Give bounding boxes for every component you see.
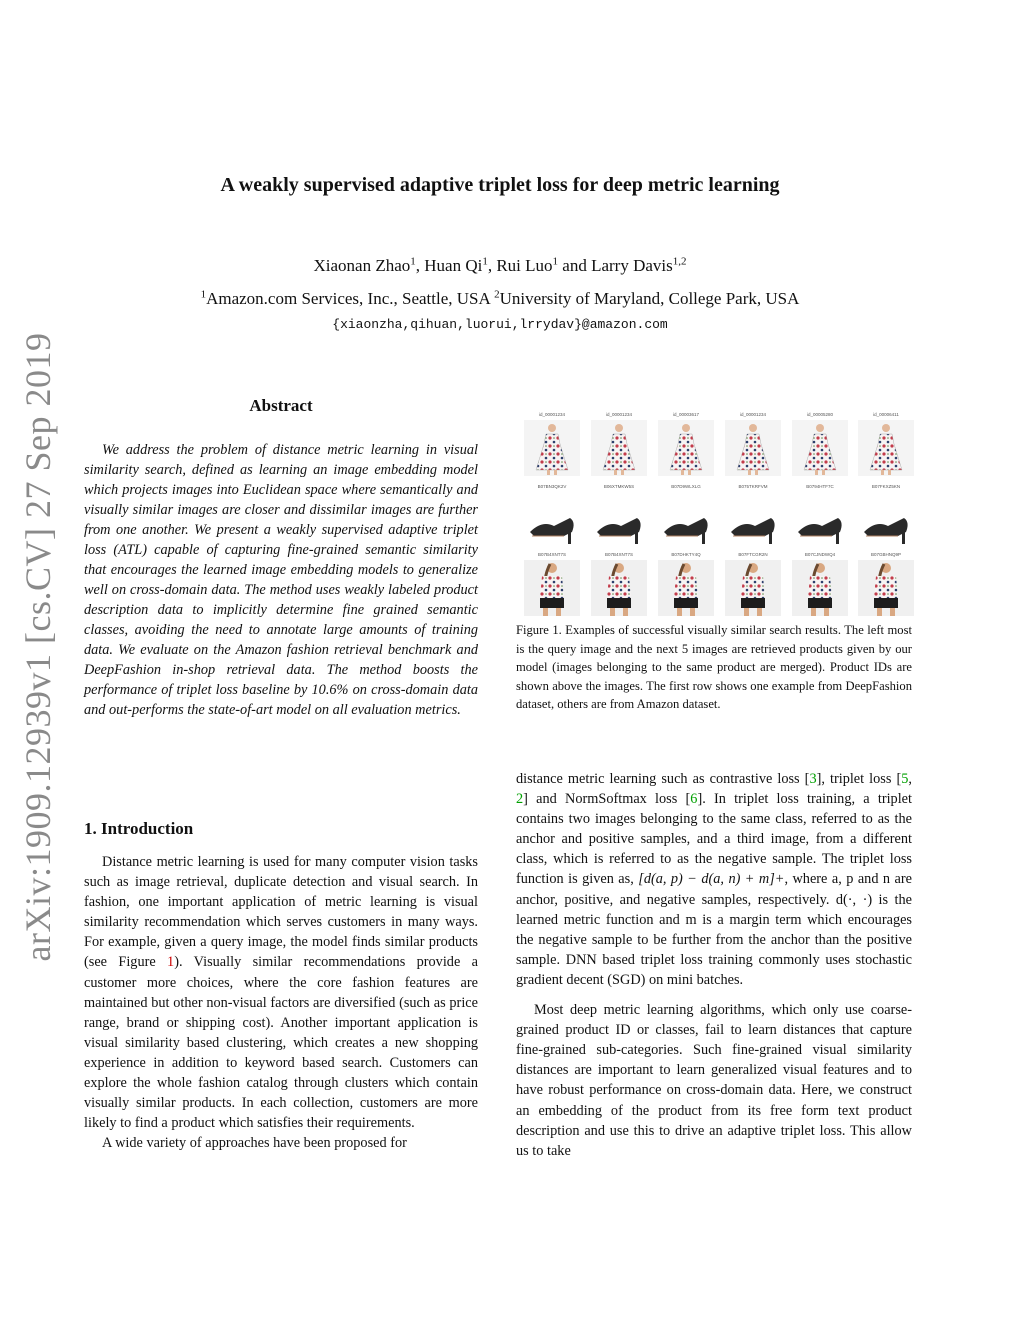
product-id-label: id_00001234 (739, 412, 767, 417)
affiliation-mark: 2 (494, 288, 500, 301)
affiliation-1: Amazon.com Services, Inc., Seattle, USA (206, 289, 495, 308)
retrieved-image (792, 484, 848, 548)
query-image (524, 552, 580, 616)
top-product-photo (658, 560, 714, 616)
body-text: , (908, 771, 912, 787)
shoe-product-photo (792, 492, 848, 548)
top-product-photo (524, 560, 580, 616)
right-column-text (516, 769, 912, 1161)
author-emails: {xiaonzha,qihuan,luorui,lrrydav}@amazon.com (332, 317, 668, 332)
dress-product-photo (658, 420, 714, 476)
product-id-label: B07CJNDWQ4 (804, 552, 836, 557)
dress-product-photo (792, 420, 848, 476)
section-heading-introduction: 1. Introduction (84, 819, 194, 838)
product-id-label: B07BN3QK2V (537, 484, 567, 489)
citation-link[interactable]: 2 (516, 791, 524, 808)
query-image (524, 412, 580, 476)
product-id-label: id_00003617 (672, 412, 700, 417)
product-id-label: id_00006411 (873, 412, 899, 417)
shoe-product-photo (858, 492, 914, 548)
figure-row (522, 484, 912, 548)
top-product-photo (725, 560, 781, 616)
dress-product-photo (725, 420, 781, 476)
figure-row (522, 552, 912, 616)
affiliation-mark: 1 (200, 288, 207, 301)
product-id-label: B07B4XNT7S (537, 552, 566, 557)
shoe-product-photo (524, 492, 580, 548)
retrieved-image (658, 484, 714, 548)
product-id-label: B07FTCGR2N (738, 552, 768, 557)
author-name: , Rui Luo (487, 256, 553, 275)
body-text: , where a, p and n are anchor, positive, and negative samples, respectively. d(·, ·) is the learned metric function and m is a margin term which encourages the negative sample to be further from the anchor than the positive sample. DNN based triplet loss training commonly uses stochastic gradient decent (SGD) on mini batches. (516, 871, 912, 988)
triplet-loss-formula: [d(a, p) − d(a, n) + m]+ (638, 871, 785, 888)
top-product-photo (792, 560, 848, 616)
affiliation-2: University of Maryland, College Park, USA (499, 289, 800, 308)
product-id-label: B07B4XNT7S (604, 552, 633, 557)
paper-title: A weakly supervised adaptive triplet loss for deep metric learning (220, 174, 780, 196)
product-id-label: B0794HTF7C (806, 484, 834, 489)
product-id-label: B07D9WLXLG (671, 484, 701, 489)
affiliations (100, 289, 900, 309)
arxiv-stamp (8, 332, 68, 962)
top-product-photo (858, 560, 914, 616)
figure-1 (522, 412, 912, 612)
product-id-label: B07FKXZ5KN (871, 484, 901, 489)
author-affiliation-mark: 1 (410, 255, 416, 268)
product-id-label: B07DHKTY4Q (671, 552, 701, 557)
citation-link[interactable]: 6 (690, 791, 698, 808)
retrieved-image (591, 412, 647, 476)
arxiv-identifier: arXiv:1909.12939v1 [cs.CV] 27 Sep 2019 (18, 332, 58, 962)
top-product-photo (591, 560, 647, 616)
body-text: ]. In triplet loss training, a triplet contains two images belonging to the same class, referred to as the anchor and positive samples, and a third image, from a different class, which is referred to as the negative sample. The triplet loss function is given as, (516, 791, 912, 888)
product-id-label: B07GBHNQ9P (870, 552, 901, 557)
intro-paragraph-1 (84, 852, 478, 1133)
retrieved-image (858, 484, 914, 548)
intro-paragraph-2: A wide variety of approaches have been proposed for (102, 1135, 407, 1152)
intro-text: Distance metric learning is used for many computer vision tasks such as image retrieval, duplicate detection and visual search. In fashion, one important application of metric learning is visual similarity recommendation which serves customers in many ways. For example, given a query image, the model finds similar products (see Figure (84, 854, 478, 971)
product-id-label: id_00001234 (538, 412, 566, 417)
author-list (100, 256, 900, 276)
author-name: Xiaonan Zhao (313, 256, 411, 275)
retrieved-image (792, 412, 848, 476)
right-paragraph-2: Most deep metric learning algorithms, which only use coarse-grained product ID or classes, fail to learn distances that capture fine-grained sub-categories. Such fine-grained visual similarity distances are important to learn generalized visual features and to have robust performance on cross-domain data. Here, we construct an embedding of the product from its free form text product description and use this to drive an adaptive triplet loss. This allow us to take (516, 1002, 912, 1159)
shoe-product-photo (591, 492, 647, 548)
retrieved-image (858, 552, 914, 616)
citation-link[interactable]: 5 (901, 771, 909, 787)
abstract-heading: Abstract (249, 396, 313, 415)
author-name: and Larry Davis (558, 256, 673, 275)
dress-product-photo (524, 420, 580, 476)
introduction-text (84, 852, 478, 1153)
retrieved-image (792, 552, 848, 616)
body-text: ] and NormSoftmax loss [ (523, 791, 691, 808)
product-id-label: B06XTMKW5S (603, 484, 635, 489)
figure-caption: Figure 1. Examples of successful visually similar search results. The left most is the query image and the next 5 images are retrieved products given by our model (images belonging to the same product are merged). Product IDs are shown above the images. The first row shows one example from DeepFashion dataset, others are from Amazon dataset. (516, 623, 912, 711)
author-affiliation-mark: 1 (552, 255, 559, 268)
product-id-label: B075TKRFVM (738, 484, 768, 489)
shoe-product-photo (658, 492, 714, 548)
abstract-paragraph: We address the problem of distance metric learning in visual similarity search, defined as learning an image embedding model which projects images into Euclidean space where semantically and visually similar images are closer and dissimilar images are further from one another. We present a weakly supervised adaptive triplet loss (ATL) capable of capturing fine-grained semantic similarity that encourages the learned image embedding models to generalize well on cross-domain data. The method uses weakly labeled product description data to implicitly determine fine grained semantic classes, avoiding the need to annotate large amounts of training data. We evaluate on the Amazon fashion retrieval benchmark and DeepFashion in-shop retrieval data. The method boosts the performance of triplet loss baseline by 10.6% on cross-domain data and out-performs the state-of-art model on all evaluation metrics. (84, 442, 478, 718)
author-affiliation-mark: 1 (482, 255, 488, 268)
abstract-text (84, 440, 478, 720)
shoe-product-photo (725, 492, 781, 548)
intro-text: ). Visually similar recommendations provide a customer more choices, where the core fashion features are maintained but other non-visual factors are diversified (such as price range, brand or shipping cost). Another important application is visual similarity based clustering, which creates a new shopping experience in addition to keyword based search. Customers can explore the whole fashion catalog through clusters which contain visually similar products. In each collection, customers are more likely to find a product which satisfies their requirements. (84, 954, 478, 1132)
retrieved-image (725, 484, 781, 548)
retrieved-image (725, 552, 781, 616)
product-id-label: id_00001234 (605, 412, 633, 417)
dress-product-photo (591, 420, 647, 476)
retrieved-image (858, 412, 914, 476)
body-text: distance metric learning such as contrastive loss [ (516, 771, 810, 787)
right-paragraph-1 (516, 769, 912, 990)
author-affiliation-mark: 1,2 (672, 255, 687, 268)
citation-link[interactable]: 3 (809, 771, 817, 787)
retrieved-image (725, 412, 781, 476)
figure-reference-link[interactable]: 1 (167, 954, 175, 971)
retrieved-image (591, 552, 647, 616)
retrieved-image (658, 412, 714, 476)
query-image (524, 484, 580, 548)
author-name: , Huan Qi (415, 256, 483, 275)
product-id-label: id_00005280 (806, 412, 834, 417)
retrieved-image (658, 552, 714, 616)
figure-row (522, 412, 912, 476)
body-text: ], triplet loss [ (816, 771, 902, 787)
dress-product-photo (858, 420, 914, 476)
retrieved-image (591, 484, 647, 548)
